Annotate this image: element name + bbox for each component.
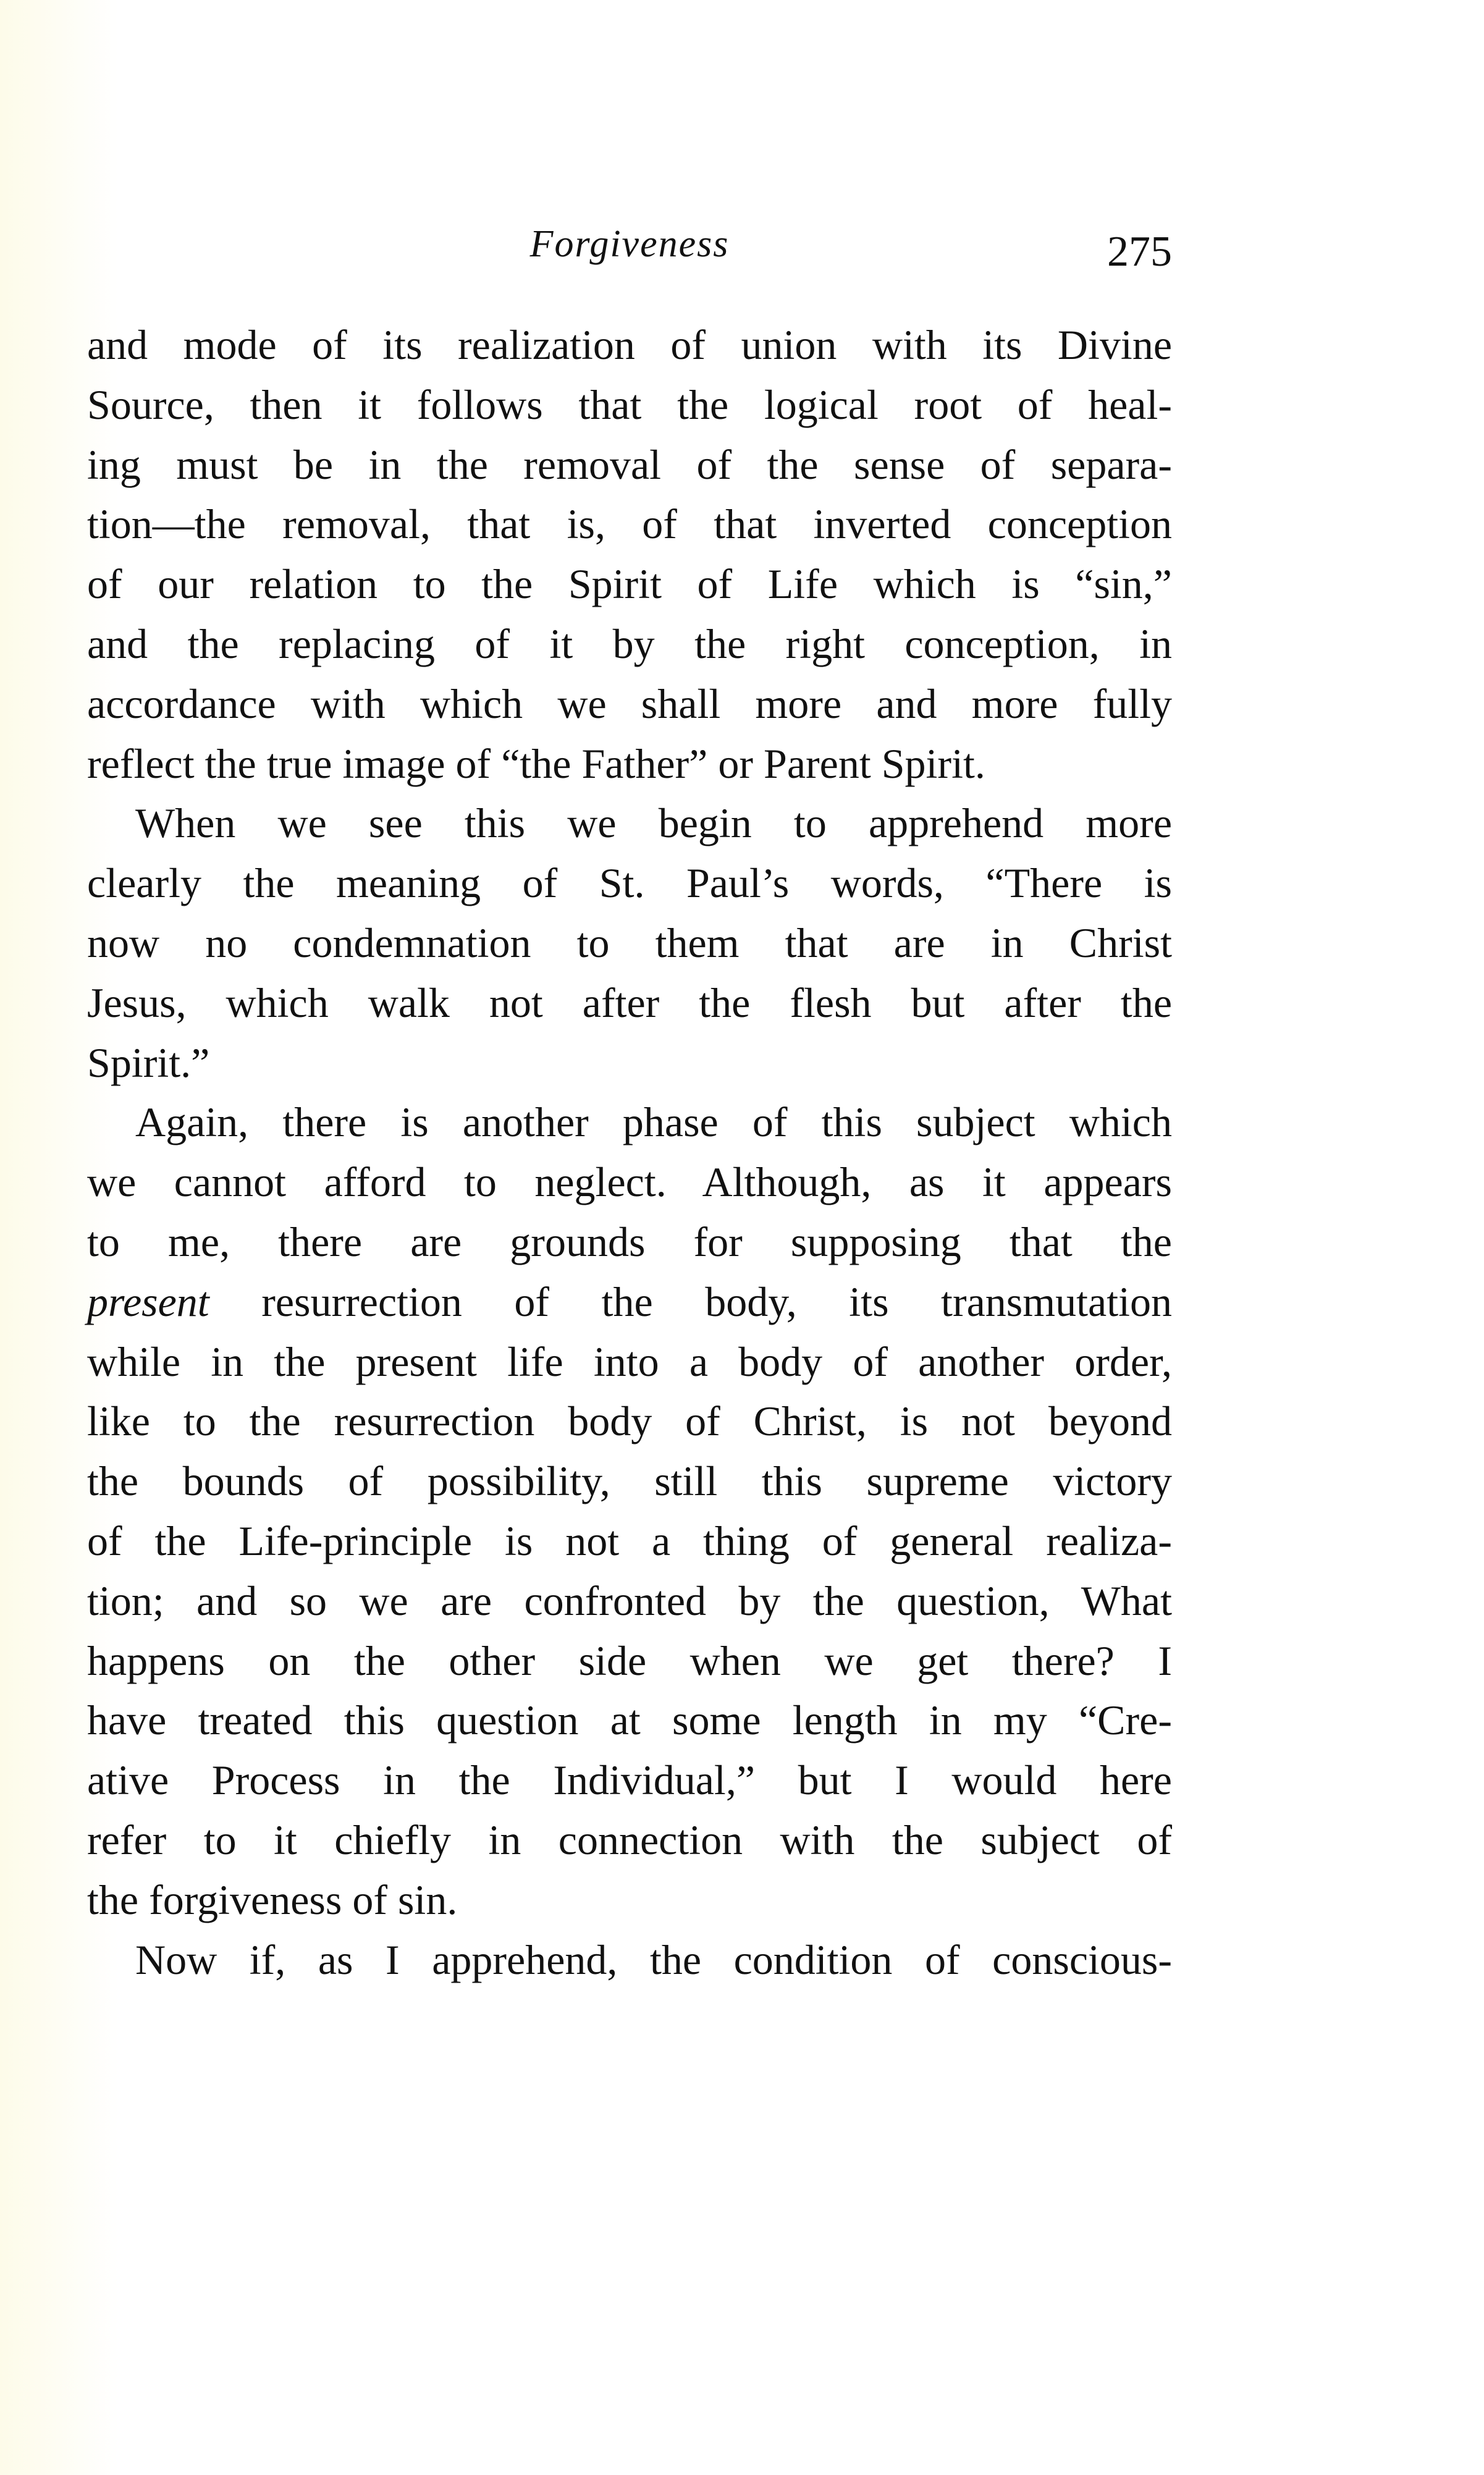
text-line: and the replacing of it by the right conception, in [87,620,1172,667]
text-line: ative Process in the Individual,” but I would here [87,1756,1172,1804]
running-title: Forgiveness [529,223,730,265]
page-number: 275 [1107,228,1172,276]
text-line: while in the present life into a body of another order, [87,1338,1172,1385]
text-line: tion—the removal, that is, of that inverted conception [87,500,1172,548]
text-line: now no condemnation to them that are in Christ [87,919,1172,966]
text-line: the bounds of possibility, still this supreme victory [87,1457,1172,1505]
paragraph [87,315,1172,793]
text-line: of our relation to the Spirit of Life which is “sin,” [87,560,1172,608]
paragraph [87,1930,1172,1990]
text-line: tion; and so we are confronted by the question, What [87,1577,1172,1624]
emphasis: present [87,1278,209,1325]
page-body [87,315,1172,1989]
text-line: we cannot afford to neglect. Although, as it appears [87,1158,1172,1206]
text-line: Spirit.” [87,1039,210,1086]
text-line: like to the resurrection body of Christ, is not beyond [87,1398,1172,1445]
text-line: clearly the meaning of St. Paul’s words, “There is [87,859,1172,907]
text-line: present resurrection of the body, its transmutation [87,1278,1172,1325]
text-line: refer to it chiefly in connection with the subject of [87,1816,1172,1863]
text-line: to me, there are grounds for supposing that the [87,1218,1172,1265]
running-head [87,216,1172,278]
text-line: Source, then it follows that the logical root of heal- [87,381,1172,428]
text-line: Now if, as I apprehend, the condition of conscious- [135,1936,1172,1983]
text-line: When we see this we begin to apprehend more [135,799,1172,847]
paragraph [87,793,1172,1092]
text-line: of the Life-principle is not a thing of general realiza- [87,1517,1172,1564]
text-line: reflect the true image of “the Father” or Parent Spirit. [87,740,985,787]
text-line: Jesus, which walk not after the flesh but after the [87,979,1172,1026]
paragraph [87,1092,1172,1929]
text-line: Again, there is another phase of this subject which [135,1098,1172,1146]
text-line: happens on the other side when we get there? I [87,1637,1172,1684]
text-line: ing must be in the removal of the sense of separa- [87,441,1172,488]
text-line: the forgiveness of sin. [87,1876,458,1923]
text-line: and mode of its realization of union with its Divine [87,321,1172,368]
text-line: have treated this question at some length in my “Cre- [87,1697,1172,1744]
text-line: accordance with which we shall more and more fully [87,680,1172,727]
